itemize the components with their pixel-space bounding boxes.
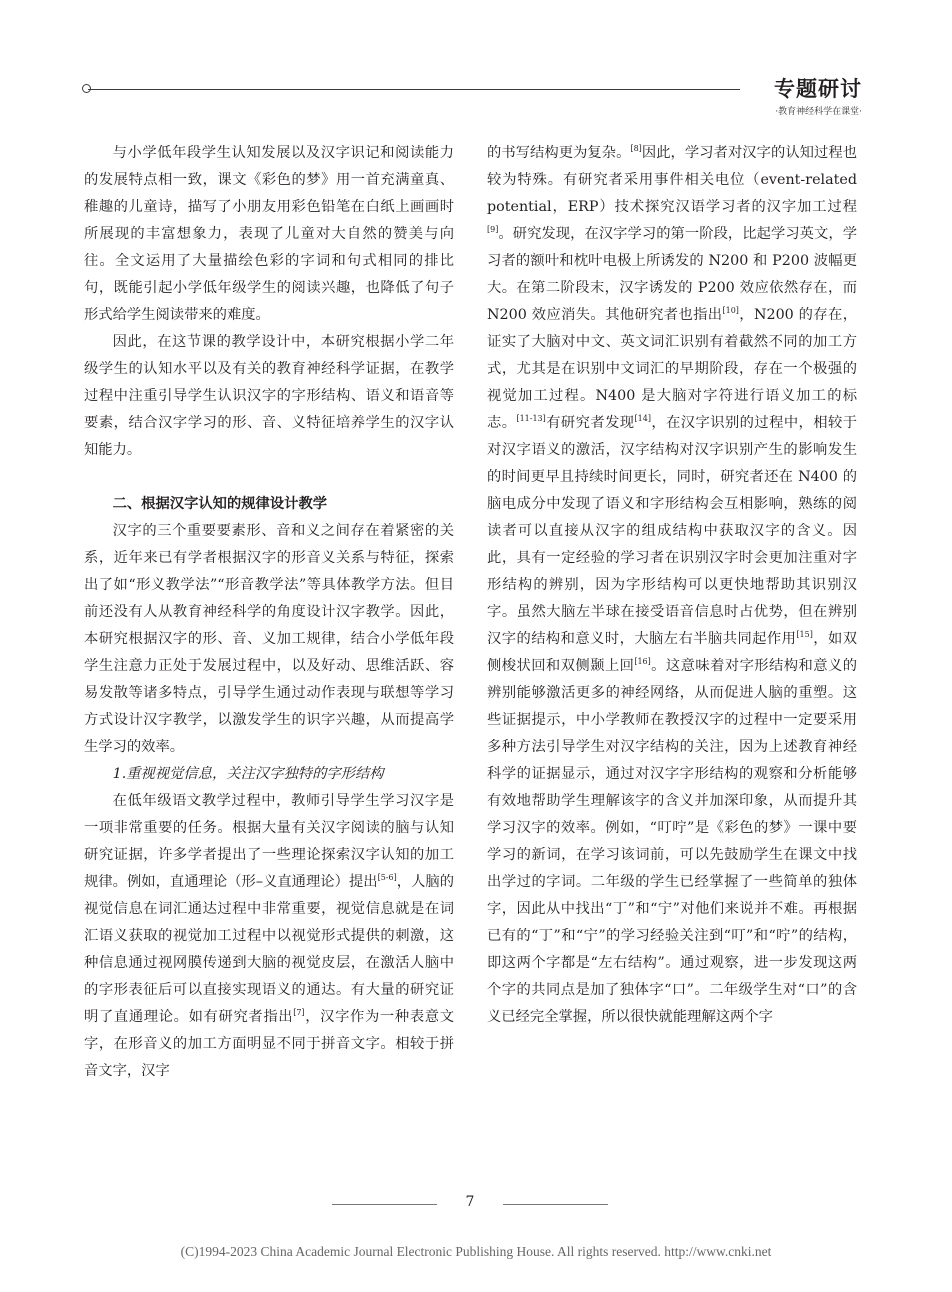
- page-number: 7: [465, 1194, 475, 1210]
- citation[interactable]: [9]: [487, 225, 499, 234]
- citation[interactable]: [8]: [630, 144, 642, 153]
- text-span: ，人脑的视觉信息在词汇通达过程中非常重要，视觉信息就是在词汇语义获取的视觉加工过程中以视觉形式提供的刺激，这种信息通过视网膜传递到大脑的视觉皮层，在激活人脑中的字形表征后可以直接实现语义的通达。有大量的研究证明了直通理论。如有研究者指出: [84, 874, 455, 1025]
- footer-rule-left: [332, 1204, 437, 1205]
- column-title: 专题研讨: [774, 77, 862, 101]
- right-column: [487, 140, 857, 1031]
- paragraph-1: 与小学低年段学生认知发展以及汉字识记和阅读能力的发展特点相一致，课文《彩色的梦》用一首充满童真、稚趣的儿童诗，描写了小朋友用彩色铅笔在白纸上画画时所展现的丰富想象力，表现了儿童对大自然的赞美与向往。全文运用了大量描绘色彩的字词和句式相同的排比句，既能引起小学低年级学生的阅读兴趣，也降低了句子形式给学生阅读带来的难度。: [84, 145, 454, 323]
- subsection-heading: 1.重视视觉信息，关注汉字独特的字形结构: [112, 766, 384, 782]
- copyright-notice: (C)1994-2023 China Academic Journal Electronic Publishing House. All rights reserved. http://www.cnki.net: [180, 1244, 772, 1259]
- text-span: ，在汉字识别的过程中，相较于对汉字语义的激活，汉字结构对汉字识别产生的影响发生的时间更早且持续时间更长，同时，研究者还在 N400 的脑电成分中发现了语义和字形结构会互相影响，熟练的阅读者可以直接从汉字的组成结构中获取汉字的含义。因此，具有一定经验的学习者在识别汉字时会更加注重对字形结构的辨别，因为字形结构可以更快地帮助其识别汉字。虽然大脑左半球在接受语音信息时占优势，但在辨别汉字的结构和意义时，大脑左右半脑共同起作用: [487, 415, 858, 647]
- text-span: 因此，学习者对汉字的认知过程也较为特殊。有研究者采用事件相关电位（event-related potential，ERP）技术探究汉语学习者的汉字加工过程: [487, 145, 858, 215]
- left-column: [84, 140, 454, 1085]
- text-span: ，汉字作为一种表意文字，在形音义的加工方面明显不同于拼音文字。相较于拼音文字，汉字: [84, 1009, 455, 1079]
- paragraph-3: 汉字的三个重要要素形、音和义之间存在着紧密的关系，近年来已有学者根据汉字的形音义关系与特征，探索出了如“形义教学法”“形音教学法”等具体教学方法。但目前还没有人从教育神经科学的角度设计汉字教学。因此，本研究根据汉字的形、音、义加工规律，结合小学低年段学生注意力正处于发展过程中，以及好动、思维活跃、容易发散等诸多特点，引导学生通过动作表现与联想等学习方式设计汉字教学，以激发学生的识字兴趣，从而提高学生学习的效率。: [84, 523, 454, 755]
- footer-rule-right: [503, 1204, 608, 1205]
- section-heading: 二、根据汉字认知的规律设计教学: [112, 496, 328, 512]
- citation[interactable]: [14]: [634, 414, 651, 423]
- text-span: ，N200 的存在，证实了大脑对中文、英文词汇识别有着截然不同的加工方式，尤其是在识别中文词汇的早期阶段，存在一个极强的视觉加工过程。N400 是大脑对字符进行语义加工的标志。: [487, 307, 857, 431]
- citation[interactable]: [16]: [634, 657, 651, 666]
- text-span: 。研究发现，在汉字学习的第一阶段，比起学习英文，学习者的额叶和枕叶电极上所诱发的 N200 和 P200 波幅更大。在第二阶段末，汉字诱发的 P200 效应依然存在，而 N200 效应消失。其他研究者也指出: [487, 226, 857, 323]
- text-span: 有研究者发现: [545, 415, 635, 431]
- citation[interactable]: [10]: [722, 306, 739, 315]
- citation[interactable]: [15]: [796, 630, 813, 639]
- text-span: 在低年级语文教学过程中，教师引导学生学习汉字是一项非常重要的任务。根据大量有关汉字阅读的脑与认知研究证据，许多学者提出了一些理论探索汉字认知的加工规律。例如，直通理论（形–义直通理论）提出: [84, 793, 454, 890]
- paragraph-2: 因此，在这节课的教学设计中，本研究根据小学二年级学生的认知水平以及有关的教育神经科学证据，在教学过程中注重引导学生认识汉字的字形结构、语义和语音等要素，结合汉字学习的形、音、义特征培养学生的汉字认知能力。: [84, 334, 454, 458]
- text-span: ，如双侧梭状回和双侧颞上回: [487, 631, 858, 674]
- header-rule: [88, 89, 740, 90]
- citation[interactable]: [5-6]: [377, 873, 397, 882]
- section-gap: [84, 464, 454, 491]
- paragraph-4: [84, 788, 454, 1085]
- citation[interactable]: [11-13]: [516, 414, 546, 423]
- column-subtitle: ·教育神经科学在课堂·: [775, 107, 862, 117]
- paragraph-continued: [487, 140, 857, 1031]
- text-span: 。这意味着对字形结构和意义的辨别能够激活更多的神经网络，从而促进人脑的重塑。这些证据提示，中小学教师在教授汉字的过程中一定要采用多种方法引导学生对汉字结构的关注，因为上述教育神经科学的证据显示，通过对汉字字形结构的观察和分析能够有效地帮助学生理解该字的含义并加深印象，从而提升其学习汉字的效率。例如，“叮咛”是《彩色的梦》一课中要学习的新词，在学习该词前，可以先鼓励学生在课文中找出学过的字词。二年级的学生已经掌握了一些简单的独体字，因此从中找出“丁”和“宁”对他们来说并不难。再根据已有的“丁”和“宁”的学习经验关注到“叮”和“咛”的结构，即这两个字都是“左右结构”。通过观察，进一步发现这两个字的共同点是加了独体字“口”。二年级学生对“口”的含义已经完全掌握，所以很快就能理解这两个字: [487, 658, 858, 1025]
- citation[interactable]: [7]: [293, 1008, 305, 1017]
- text-span: 的书写结构更为复杂。: [487, 145, 631, 161]
